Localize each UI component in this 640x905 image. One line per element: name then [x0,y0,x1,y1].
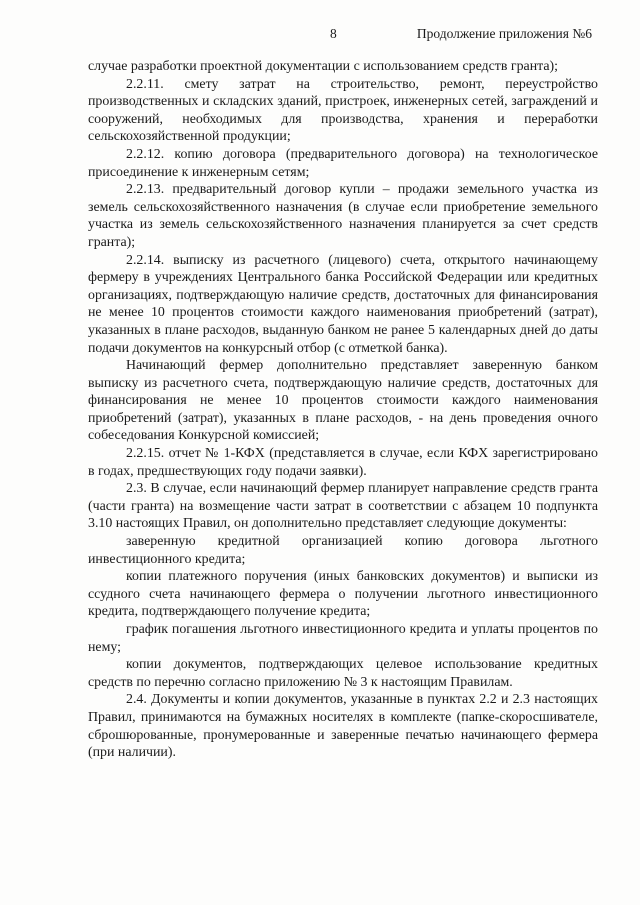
document-body [88,58,598,762]
page-number: 8 [330,26,337,41]
paragraph-2-2-11: 2.2.11. смету затрат на строительство, ремонт, переустройство производственных и складских зданий, пристроек, инженерных сетей, заграждений и сооружений, необходимых для производства, хранения и переработки сельскохозяйственной продукции; [88,76,598,145]
paragraph-2-2-15: 2.2.15. отчет № 1-КФХ (представляется в случае, если КФХ зарегистрировано в годах, предшествующих году подачи заявки). [88,446,598,479]
paragraph-2-4: 2.4. Документы и копии документов, указанные в пунктах 2.2 и 2.3 настоящих Правил, принимаются на бумажных носителях в комплекте (папке-скоросшивателе, сброшюрованные, пронумерованные и заверенные печатью начинающего фермера (при наличии). [88,692,598,761]
paragraph-additional-statement: Начинающий фермер дополнительно представляет заверенную банком выписку из расчетного счета, подтверждающую наличие средств, достаточных для финансирования не менее 10 процентов стоимости каждого наименования приобретений (затрат), указанных в плане расходов, - на день проведения очного собеседования Конкурсной комиссией; [88,358,598,444]
paragraph-repayment-schedule: график погашения льготного инвестиционного кредита и уплаты процентов по нему; [88,622,598,655]
paragraph-2-2-14: 2.2.14. выписку из расчетного (лицевого) счета, открытого начинающему фермеру в учреждениях Центрального банка Российской Федерации или кредитных организациях, подтверждающую наличие средств, достаточных для финансирования не менее 10 процентов стоимости каждого наименования приобретений (затрат), указанных в плане расходов, выданную банком не ранее 5 календарных дней до даты подачи документов на конкурсный отбор (с отметкой банка). [88,252,598,356]
paragraph-target-use-documents: копии документов, подтверждающих целевое использование кредитных средств по перечню согласно приложению № 3 к настоящим Правилам. [88,657,598,690]
page-header [0,26,640,46]
paragraph-continuation: случае разработки проектной документации с использованием средств гранта); [88,59,559,74]
paragraph-loan-agreement-copy: заверенную кредитной организацией копию договора льготного инвестиционного кредита; [88,534,598,567]
paragraph-2-2-12: 2.2.12. копию договора (предварительного договора) на технологическое присоединение к инженерным сетям; [88,146,598,180]
paragraph-payment-order-copies: копии платежного поручения (иных банковских документов) и выписки из ссудного счета начинающего фермера о получении льготного инвестиционного кредита, подтверждающего получение кредита; [88,569,598,620]
appendix-note: Продолжение приложения №6 [416,26,592,41]
paragraph-2-3: 2.3. В случае, если начинающий фермер планирует направление средств гранта (части гранта) на возмещение части затрат в соответствии с абзацем 10 подпункта 3.10 настоящих Правил, он дополнительно представляет следующие документы: [88,481,598,532]
paragraph-2-2-13: 2.2.13. предварительный договор купли – продажи земельного участка из земель сельскохозяйственного назначения (в случае если приобретение земельного участка из земель сельскохозяйственного назначения планируется за счет средств гранта); [88,182,598,250]
